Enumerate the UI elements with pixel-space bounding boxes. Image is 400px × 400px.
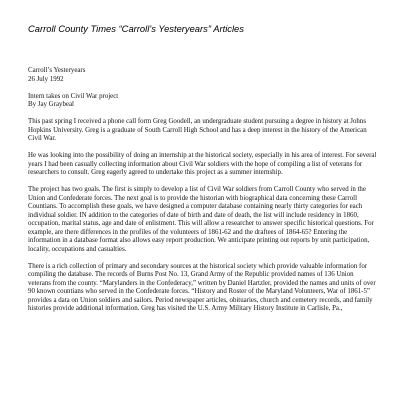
- article-byline: By Jay Graybeal: [28, 101, 74, 108]
- article-title: Intern takes on Civil War project: [28, 92, 119, 100]
- article-meta: [28, 67, 377, 84]
- article-date: 26 July 1992: [28, 75, 64, 83]
- column-name: Carroll’s Yesteryears: [28, 67, 86, 74]
- paragraph-3: The project has two goals. The first is simply to develop a list of Civil War soldiers from Carroll County who served in the Union and Confederate forces. The next goal is to provide the historian with biographical data concerning these Carroll Countians. To accomplish these goals, we have designed a computer database containing nearly thirty categories for each individual soldier. IN addition to the categories of date of birth and date of death, the list will include residency in 1860, occupation, marital status, age and date of enlistment. This will allow a researcher to answer specific historical questions. For example, are there differences in the profiles of the volunteers of 1861-62 and the draftees of 1864-65? Entering the information in a database format also allows easy report production. We anticipate printing out reports by unit participation, locality, occupations and casualties.: [28, 186, 374, 253]
- paragraph-4: There is a rich collection of primary and secondary sources at the historical society which provide valuable information for compiling the database. The records of Burns Post No. 13, Grand Army of the Republic provided names of 136 Union veterans from the county. “Marylanders in the Confederacy,” written by Daniel Hartzler, provided the names and units of over 90 known countians who served in the Confederate forces. “History and Roster of the Maryland Volunteers, War of 1861-5” provides a data on Union soldiers and sailors. Period newspaper articles, obituaries, church and cemetery records, and family histories provide additional information. Greg has visited the U.S. Army Military History Institute in Carlisle, Pa.,: [28, 262, 376, 312]
- article-heading: [28, 93, 377, 110]
- paragraph-2: He was looking into the possibility of doing an internship at the historical society, especially in his area of interest. For several years I had been casually collecting information about Civil War soldiers with the hope of compiling a list of veterans for researchers to consult. Greg eagerly agreed to undertake this project as a summer internship.: [28, 152, 377, 176]
- article-body: [28, 67, 377, 322]
- document-header: Carroll County Times “Carroll’s Yesteryears” Articles: [28, 23, 244, 34]
- paragraph-1: This past spring I received a phone call form Greg Goodell, an undergraduate student pursuing a degree in history at Johns Hopkins University. Greg is a graduate of South Carroll High School and has a deep interest in the history of the American Civil War.: [28, 118, 367, 142]
